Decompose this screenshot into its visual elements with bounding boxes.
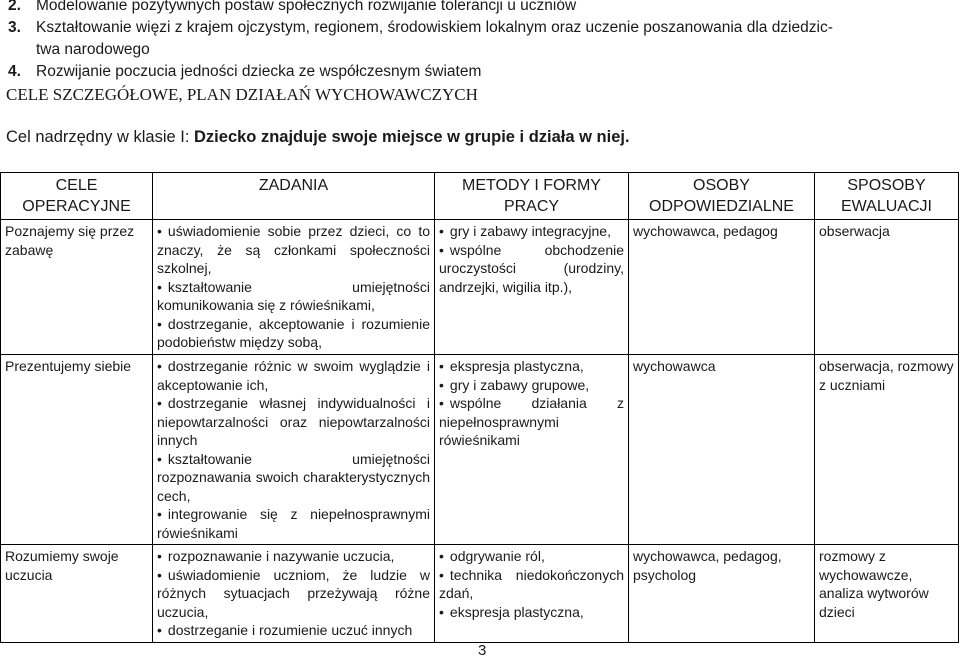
table-row: [1, 220, 959, 355]
header-evaluation: SPOSOBY EWALUACJI: [815, 173, 959, 220]
cell-methods: [435, 220, 629, 355]
table-header-row: [1, 173, 959, 220]
method-item: • gry i zabawy grupowe,: [439, 376, 624, 395]
method-item: • ekspresja plastyczna,: [439, 357, 624, 376]
header-methods: METODY I FORMY PRACY: [435, 173, 629, 220]
intro-item-number: 3.: [8, 19, 21, 36]
cell-methods: [435, 545, 629, 643]
intro-item: [8, 0, 576, 16]
cell-tasks: [153, 545, 435, 643]
main-goal-label: Cel nadrzędny w klasie I:: [6, 128, 190, 146]
header-goals: CELE OPERACYJNE: [1, 173, 153, 220]
method-item: • wspólne obchodzenie uroczystości (urodziny, andrzejki, wigilia itp.),: [439, 241, 624, 297]
plan-table: [0, 172, 959, 643]
intro-item-text: Modelowanie pozytywnych postaw społecznych rozwijanie tolerancji u uczniów: [36, 0, 577, 14]
cell-goal: Rozumiemy swoje uczucia: [1, 545, 153, 643]
task-item: • uświadomienie uczniom, że ludzie w różnych sytuacjach przeżywają różne uczucia,: [157, 566, 430, 622]
task-item: • dostrzeganie różnic w swoim wyglądzie i akceptowanie ich,: [157, 357, 430, 394]
method-item: • technika niedokończonych zdań,: [439, 566, 624, 603]
task-item: • kształtowanie umiejętności rozpoznawania swoich charakterystycznych cech,: [157, 450, 430, 506]
intro-item-text: Kształtowanie więzi z krajem ojczystym, regionem, środowiskiem lokalnym oraz uczenie poszanowania dla dziedzic-: [36, 19, 833, 36]
section-heading: CELE SZCZEGÓŁOWE, PLAN DZIAŁAŃ WYCHOWAWCZYCH: [6, 85, 478, 104]
cell-methods: [435, 355, 629, 545]
intro-item: [8, 18, 833, 38]
cell-goal: Prezentujemy siebie: [1, 355, 153, 545]
cell-evaluation: obserwacja: [815, 220, 959, 355]
method-item: • gry i zabawy integracyjne,: [439, 222, 624, 241]
intro-item-number: 4.: [8, 63, 21, 80]
cell-persons: wychowawca, pedagog: [629, 220, 815, 355]
task-item: • kształtowanie umiejętności komunikowania się z rówieśnikami,: [157, 278, 430, 315]
table-row: [1, 545, 959, 643]
header-persons: OSOBY ODPOWIEDZIALNE: [629, 173, 815, 220]
cell-evaluation: obserwacja, rozmowy z uczniami: [815, 355, 959, 545]
task-item: • dostrzeganie własnej indywidualności i niepowtarzalności oraz niepowtarzalności innych: [157, 394, 430, 450]
main-goal: [6, 128, 630, 147]
task-item: • dostrzeganie, akceptowanie i rozumienie podobieństw między sobą,: [157, 315, 430, 352]
cell-tasks: [153, 220, 435, 355]
cell-persons: wychowawca, pedagog, psycholog: [629, 545, 815, 643]
cell-persons: wychowawca: [629, 355, 815, 545]
cell-tasks: [153, 355, 435, 545]
intro-item-continuation: twa narodowego: [36, 41, 150, 58]
task-item: • rozpoznawanie i nazywanie uczucia,: [157, 547, 430, 566]
task-item: • uświadomienie sobie przez dzieci, co to znaczy, że są członkami społeczności szkolnej,: [157, 222, 430, 278]
task-item: • integrowanie się z niepełnosprawnymi rówieśnikami: [157, 505, 430, 542]
main-goal-text: Dziecko znajduje swoje miejsce w grupie i działa w niej.: [194, 128, 630, 146]
intro-item-text: Rozwijanie poczucia jedności dziecka ze współczesnym światem: [36, 63, 482, 80]
header-tasks: ZADANIA: [153, 173, 435, 220]
method-item: • wspólne działania z niepełnosprawnymi rówieśnikami: [439, 394, 624, 450]
task-item: • dostrzeganie i rozumienie uczuć innych: [157, 621, 430, 640]
cell-goal: Poznajemy się przez zabawę: [1, 220, 153, 355]
intro-item-number: 2.: [8, 0, 21, 14]
method-item: • odgrywanie ról,: [439, 547, 624, 566]
method-item: • ekspresja plastyczna,: [439, 603, 624, 622]
cell-evaluation: rozmowy z wychowawcze, analiza wytworów dzieci: [815, 545, 959, 643]
page-number: 3: [478, 642, 487, 659]
table-row: [1, 355, 959, 545]
intro-item: [8, 62, 481, 82]
